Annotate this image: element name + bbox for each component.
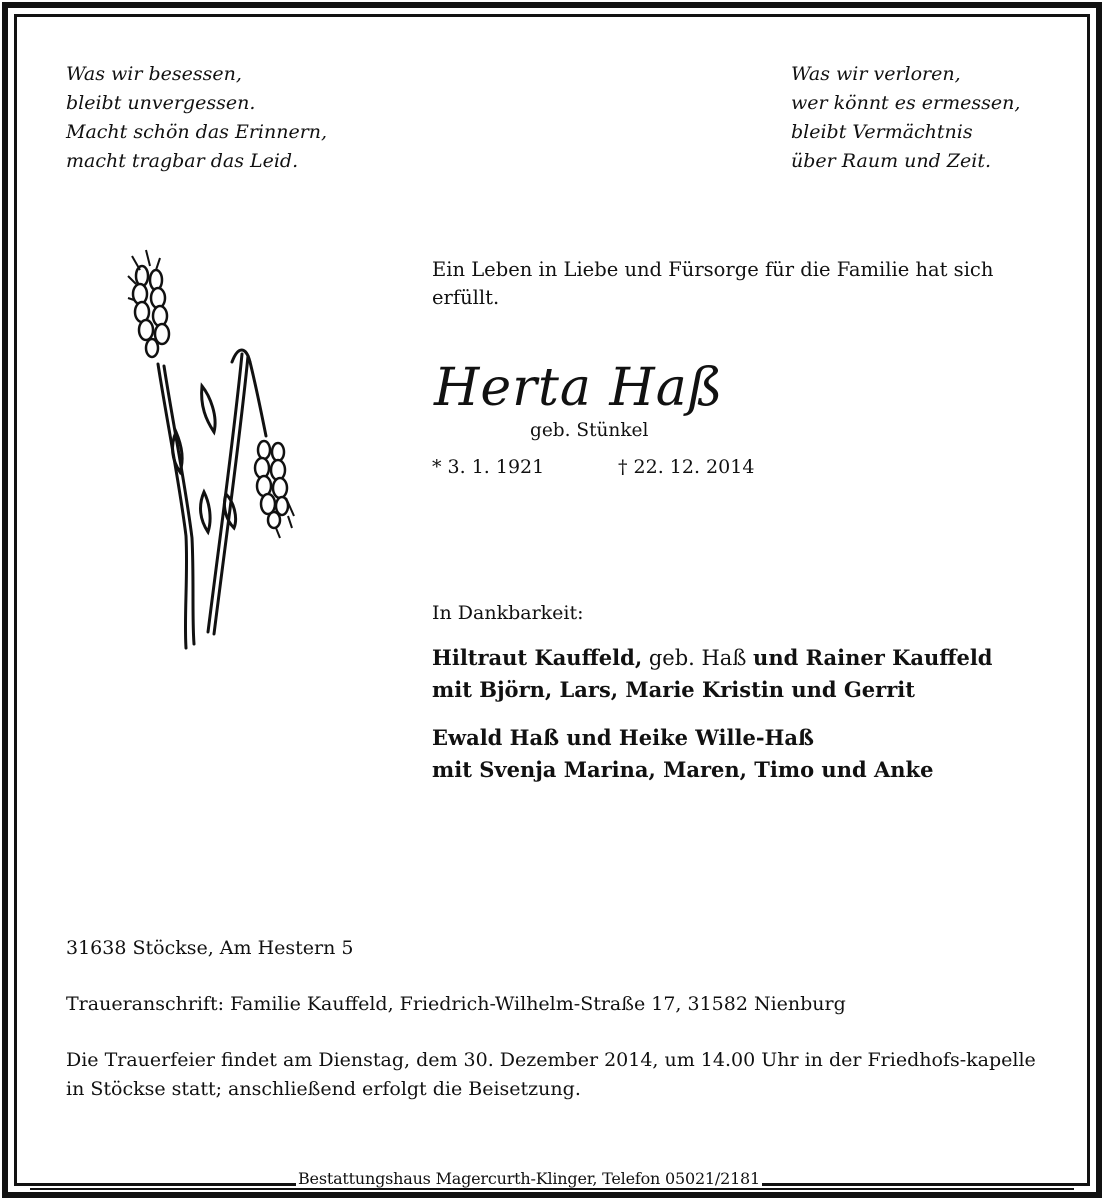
mourning-address: Traueranschrift: Familie Kauffeld, Friedrich-Wilhelm-Straße 17, 31582 Nienburg (66, 993, 846, 1015)
poem-left-line: bleibt unvergessen. (66, 92, 256, 114)
poem-right-line: Was wir verloren, (791, 63, 961, 85)
poem-right (791, 60, 1020, 176)
intro-text: Ein Leben in Liebe und Fürsorge für die Familie hat sich erfüllt. (432, 258, 994, 309)
poem-left-line: Macht schön das Erinnern, (66, 121, 328, 143)
family-1-name: Hiltraut Kauffeld, (432, 645, 643, 670)
birth-date: * 3. 1. 1921 (432, 456, 545, 478)
family-1-line-1 (432, 642, 993, 674)
family-1-children: mit Björn, Lars, Marie Kristin und Gerrit (432, 677, 915, 702)
footer-rule (30, 1188, 1074, 1190)
death-date: † 22. 12. 2014 (618, 456, 755, 478)
wheat-illustration (110, 236, 310, 656)
family-2-line-2 (432, 754, 933, 786)
family-2-line-1 (432, 722, 933, 754)
poem-right-line: über Raum und Zeit. (791, 150, 992, 172)
ceremony-notice: Die Trauerfeier findet am Dienstag, dem 30. Dezember 2014, um 14.00 Uhr in der Friedhofs-kapelle in Stöckse statt; anschließend erfolgt die Beisetzung. (66, 1049, 1036, 1100)
family-group-2 (432, 722, 933, 786)
family-1-line-2 (432, 674, 993, 706)
maiden-name: geb. Stünkel (530, 420, 649, 441)
deceased-name: Herta Haß (434, 358, 724, 418)
family-group-1 (432, 642, 993, 706)
poem-right-line: bleibt Vermächtnis (791, 121, 973, 143)
poem-left-line: macht tragbar das Leid. (66, 150, 299, 172)
family-1-maiden: geb. Haß (642, 646, 754, 670)
family-2-names: Ewald Haß und Heike Wille-Haß (432, 725, 814, 750)
funeral-home-footer: Bestattungshaus Magercurth-Klinger, Telefon 05021/2181 (298, 1169, 761, 1188)
poem-right-line: wer könnt es ermessen, (791, 92, 1021, 114)
poem-left (66, 60, 327, 176)
family-1-partner: und Rainer Kauffeld (753, 645, 993, 670)
poem-left-line: Was wir besessen, (66, 63, 242, 85)
residence-address: 31638 Stöckse, Am Hestern 5 (66, 937, 354, 959)
thanks-label: In Dankbarkeit: (432, 602, 584, 624)
family-2-children: mit Svenja Marina, Maren, Timo und Anke (432, 757, 934, 782)
